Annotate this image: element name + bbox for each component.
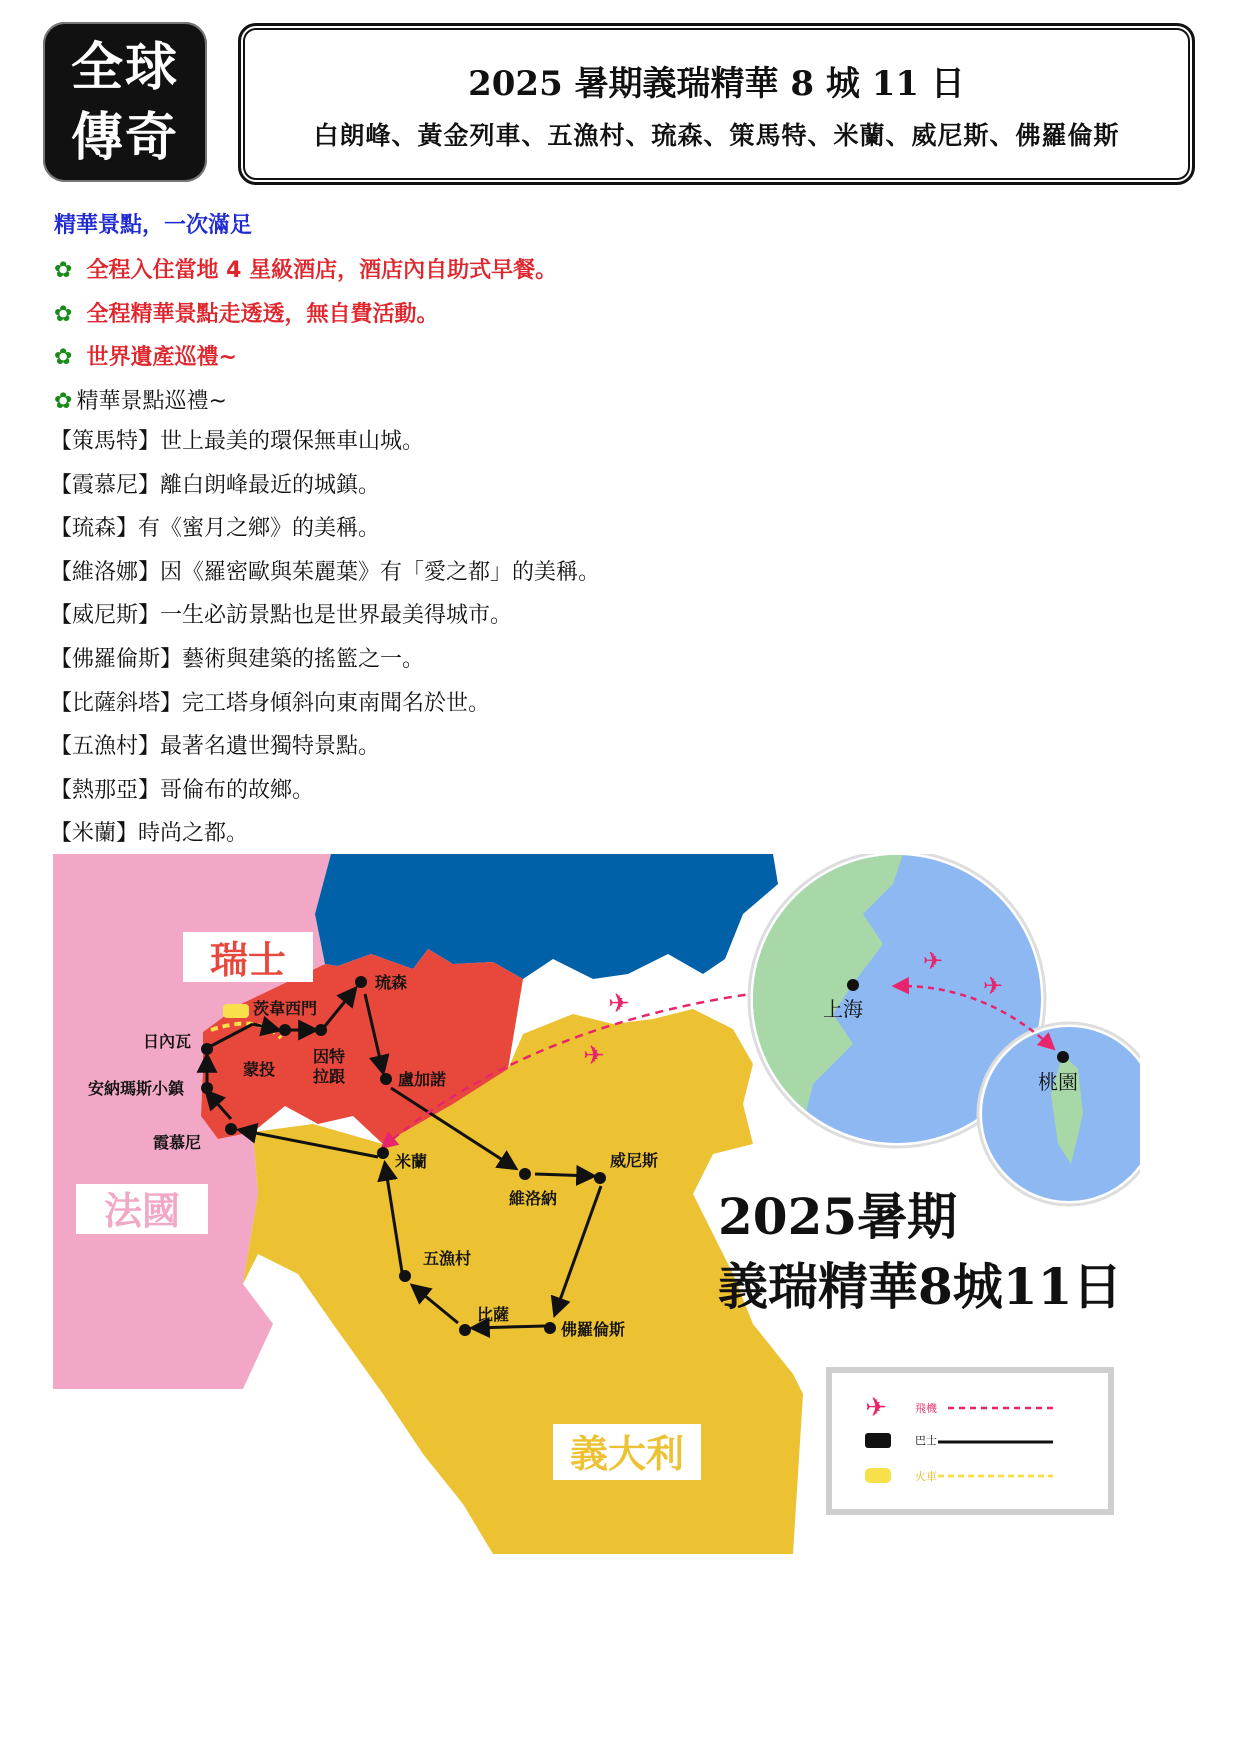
spots-list xyxy=(50,427,600,863)
city-label: 蒙投 xyxy=(243,1060,276,1079)
list-item: 【威尼斯】一生必訪景點也是世界最美得城市。 xyxy=(50,603,513,629)
legend-plane: 飛機 xyxy=(915,1402,937,1415)
highlight-item: ✿ 全程入住當地 4 星級酒店，酒店內自助式早餐。 xyxy=(54,258,558,283)
plane-icon: ✈ xyxy=(865,1393,887,1423)
route-map xyxy=(53,854,1140,1554)
bus-icon xyxy=(865,1433,891,1448)
globe-shanghai xyxy=(743,854,1140,1209)
list-item: 【米蘭】時尚之都。 xyxy=(50,821,249,847)
plane-icon: ✈ xyxy=(583,1041,605,1071)
label-switzerland: 瑞士 xyxy=(209,938,287,982)
globe-label-shanghai: 上海 xyxy=(823,997,863,1021)
city-label: 安納瑪斯小鎮 xyxy=(88,1079,185,1098)
spots-subheading: ✿ 精華景點巡禮~ xyxy=(54,389,227,414)
tour-route: 白朗峰、黃金列車、五漁村、琉森、策馬特、米蘭、威尼斯、佛羅倫斯 xyxy=(313,121,1120,150)
flower-icon: ✿ xyxy=(54,302,73,327)
poster-title-1: 2025暑期 xyxy=(718,1187,958,1246)
highlight-item: ✿ 世界遺產巡禮~ xyxy=(54,345,237,370)
logo-line-1: 全球 xyxy=(70,38,179,98)
label-italy: 義大利 xyxy=(569,1432,685,1476)
city-label: 拉跟 xyxy=(313,1067,346,1086)
label-france: 法國 xyxy=(103,1189,181,1233)
city-label: 佛羅倫斯 xyxy=(561,1320,626,1339)
globe-label-taoyuan: 桃園 xyxy=(1038,1070,1078,1094)
logo-line-2: 傳奇 xyxy=(70,108,179,168)
tour-title: 2025 暑期義瑞精華 8 城 11 日 xyxy=(468,64,965,104)
highlights-heading: 精華景點，一次滿足 xyxy=(54,213,253,238)
city-label: 因特 xyxy=(313,1047,346,1066)
list-item: 【佛羅倫斯】藝術與建築的搖籃之一。 xyxy=(50,646,425,672)
flower-icon: ✿ xyxy=(54,389,73,414)
plane-icon: ✈ xyxy=(983,972,1004,1000)
city-label: 威尼斯 xyxy=(610,1151,659,1170)
train-icon xyxy=(223,1004,249,1018)
list-item: 【維洛娜】因《羅密歐與茱麗葉》有「愛之都」的美稱。 xyxy=(50,559,601,585)
flower-icon: ✿ xyxy=(54,258,73,283)
list-item: 【策馬特】世上最美的環保無車山城。 xyxy=(50,429,425,454)
city-label: 霞慕尼 xyxy=(153,1133,202,1152)
city-label: 茨韋西門 xyxy=(253,999,318,1018)
list-item: 【琉森】有《蜜月之鄉》的美稱。 xyxy=(50,516,381,542)
list-item: 【五漁村】最著名遺世獨特景點。 xyxy=(50,734,381,760)
legend-train: 火車 xyxy=(915,1470,937,1483)
map-legend xyxy=(829,1370,1111,1512)
flower-icon: ✿ xyxy=(54,345,73,370)
highlight-item: ✿ 全程精華景點走透透，無自費活動。 xyxy=(54,302,439,327)
plane-icon: ✈ xyxy=(923,947,944,975)
train-icon xyxy=(865,1468,891,1483)
list-item: 【熱那亞】哥倫布的故鄉。 xyxy=(50,777,315,803)
list-item: 【比薩斜塔】完工塔身傾斜向東南聞名於世。 xyxy=(50,690,491,716)
tour-title-box xyxy=(238,23,1195,185)
city-label: 維洛納 xyxy=(509,1189,558,1208)
city-label: 米蘭 xyxy=(395,1152,428,1171)
city-label: 比薩 xyxy=(477,1305,510,1324)
plane-icon: ✈ xyxy=(608,989,630,1019)
list-item: 【霞慕尼】離白朗峰最近的城鎮。 xyxy=(50,472,381,498)
city-label: 日內瓦 xyxy=(143,1032,192,1051)
city-label: 琉森 xyxy=(375,973,408,992)
poster-title-2: 義瑞精華8城11日 xyxy=(718,1257,1123,1316)
brand-logo xyxy=(43,22,207,182)
city-label: 盧加諾 xyxy=(398,1070,447,1089)
city-label: 五漁村 xyxy=(423,1249,472,1268)
legend-bus: 巴士 xyxy=(915,1434,937,1447)
